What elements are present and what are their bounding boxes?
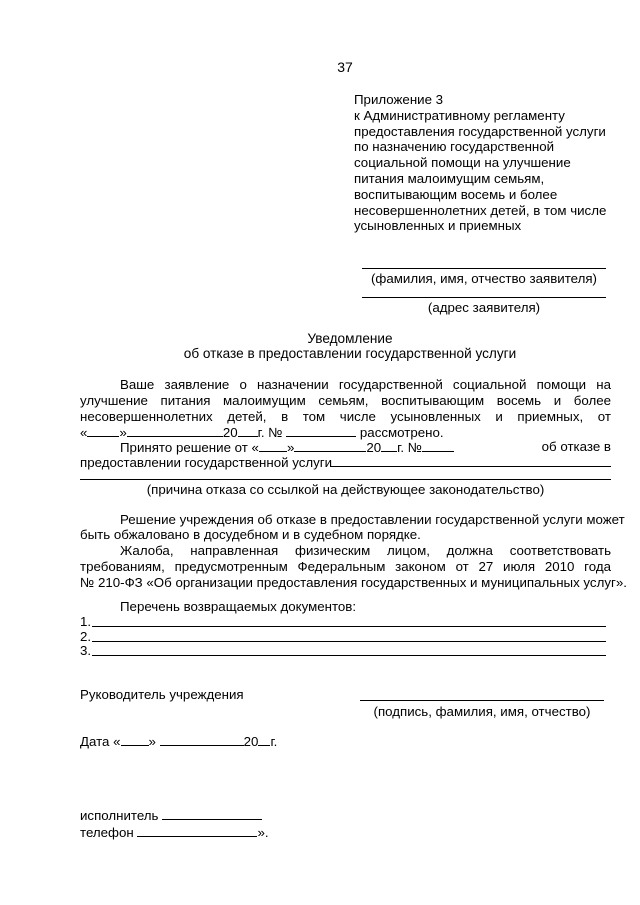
para2-line1: Принято решение от « » 20 г. № об отказе в bbox=[120, 439, 611, 455]
head-of-institution-label: Руководитель учреждения bbox=[80, 687, 244, 702]
applicant-address-caption: (адрес заявителя) bbox=[427, 300, 541, 315]
date-day-blank bbox=[121, 733, 149, 746]
date-line: Дата « » 20 г. bbox=[80, 734, 278, 749]
para4-line2: требованиям, предусмотренным Федеральным законом от 27 июля 2010 года bbox=[80, 559, 611, 574]
appendix-line: несовершеннолетних детей, в том числе bbox=[354, 202, 607, 218]
executor-line: исполнитель bbox=[80, 807, 262, 824]
para4-line3: № 210-ФЗ «Об организации предоставления государственных и муниципальных услуг». bbox=[80, 575, 627, 590]
para1-line4: « » 20 г. № рассмотрено. bbox=[80, 425, 444, 440]
day-blank bbox=[87, 424, 119, 437]
date-year-blank bbox=[258, 733, 270, 746]
para4-line1: Жалоба, направленная физическим лицом, должна соответствовать bbox=[120, 543, 611, 558]
decision-number-blank bbox=[422, 439, 454, 452]
appendix-line: к Административному регламенту bbox=[354, 107, 565, 123]
applicant-name-line bbox=[362, 268, 606, 269]
signature-line bbox=[360, 700, 604, 701]
document-line bbox=[92, 641, 606, 642]
reason-line-2 bbox=[80, 479, 611, 480]
page-number: 37 bbox=[337, 59, 353, 75]
para3-line1: Решение учреждения об отказе в предоставлении государственной услуги может bbox=[120, 512, 625, 527]
appendix-line: усыновленных и приемных bbox=[354, 218, 522, 234]
document-item: 2. bbox=[80, 629, 92, 644]
document-item: 1. bbox=[80, 614, 92, 629]
appendix-line: социальной помощи на улучшение bbox=[354, 155, 571, 171]
decision-month-blank bbox=[294, 439, 366, 452]
month-blank bbox=[127, 424, 223, 437]
applicant-name-caption: (фамилия, имя, отчество заявителя) bbox=[371, 271, 597, 286]
appendix-line: воспитывающим восемь и более bbox=[354, 186, 558, 202]
appendix-line: питания малоимущим семьям, bbox=[354, 170, 545, 186]
document-subtitle: об отказе в предоставлении государственной услуги bbox=[183, 346, 517, 361]
para3-line2: быть обжаловано в досудебном и в судебном порядке. bbox=[80, 527, 421, 542]
applicant-address-line bbox=[362, 297, 606, 298]
executor-blank bbox=[162, 807, 262, 820]
date-month-blank bbox=[160, 733, 244, 746]
para2-line2: предоставлении государственной услуги bbox=[80, 455, 333, 470]
year-blank bbox=[238, 424, 258, 437]
appendix-line: по назначению государственной bbox=[354, 139, 555, 155]
appendix-header bbox=[354, 92, 624, 234]
appendix-line: предоставления государственной услуги bbox=[354, 123, 606, 139]
document-line bbox=[92, 655, 606, 656]
appendix-line: Приложение 3 bbox=[354, 92, 444, 107]
number-blank bbox=[286, 424, 356, 437]
para1-line3: несовершеннолетних детей, в том числе усыновленных и приемных, от bbox=[80, 409, 611, 424]
reason-caption: (причина отказа со ссылкой на действующее законодательство) bbox=[146, 482, 545, 497]
phone-blank bbox=[137, 824, 257, 837]
para1-line1: Ваше заявление о назначении государственной социальной помощи на bbox=[120, 377, 611, 392]
decision-day-blank bbox=[259, 439, 287, 452]
para1-line2: улучшение питания малоимущим семьям, воспитывающим восемь и более bbox=[80, 393, 611, 408]
reason-line-1 bbox=[330, 466, 611, 467]
documents-heading: Перечень возвращаемых документов: bbox=[120, 599, 357, 614]
document-item: 3. bbox=[80, 643, 92, 658]
signature-caption: (подпись, фамилия, имя, отчество) bbox=[373, 704, 591, 719]
phone-line: телефон ». bbox=[80, 825, 269, 840]
decision-year-blank bbox=[381, 439, 397, 452]
document-title: Уведомление bbox=[307, 331, 393, 346]
document-line bbox=[92, 626, 606, 627]
